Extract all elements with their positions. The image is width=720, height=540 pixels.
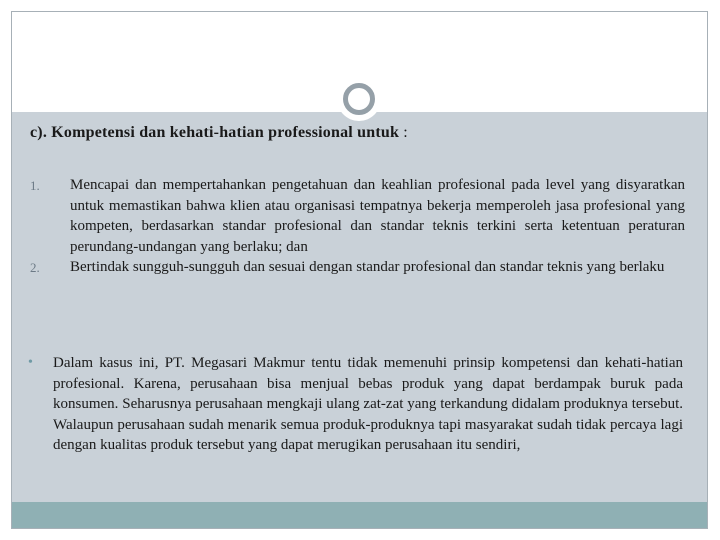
list-item-number: 2. <box>30 260 40 275</box>
bullet-paragraph <box>28 353 683 456</box>
list-item <box>30 175 685 257</box>
numbered-list <box>30 175 685 278</box>
list-item-text: Mencapai dan mempertahankan pengetahuan dan keahlian profesional pada level yang disyaratkan untuk memastikan bahwa klien atau organisasi tempatnya bekerja memperoleh jasa profesional yang kompeten, berdasarkan standar profesional dan standar teknis terkini serta ketentuan peraturan perundang-undangan yang berlaku; dan <box>70 177 685 255</box>
slide-footer-band <box>12 502 707 528</box>
bullet-dot-icon: • <box>28 355 33 370</box>
heading-bold-text: c). Kompetensi dan kehati-hatian professional untuk <box>30 124 400 141</box>
list-item-text: Bertindak sungguh-sungguh dan sesuai dengan standar profesional dan standar teknis yang berlaku <box>70 259 665 275</box>
list-item <box>30 257 685 278</box>
list-item-number: 1. <box>30 178 40 193</box>
slide-heading <box>30 124 690 142</box>
heading-colon: : <box>399 124 408 141</box>
bullet-paragraph-text: Dalam kasus ini, PT. Megasari Makmur tentu tidak memenuhi prinsip kompetensi dan kehati-hatian profesional. Karena, perusahaan bisa menjual bebas produk yang dapat berdampak buruk pada konsumen. Seharusnya perusahaan mengkaji ulang zat-zat yang terkandung didalam produknya tersebut. Walaupun perusahaan sudah menarik semua produk-produknya tapi masyarakat sudah tidak percaya lagi dengan kualitas produk tersebut yang dapat merugikan perusahaan itu sendiri, <box>53 355 683 453</box>
header-divider <box>12 99 525 101</box>
circle-ring-icon <box>343 83 375 115</box>
